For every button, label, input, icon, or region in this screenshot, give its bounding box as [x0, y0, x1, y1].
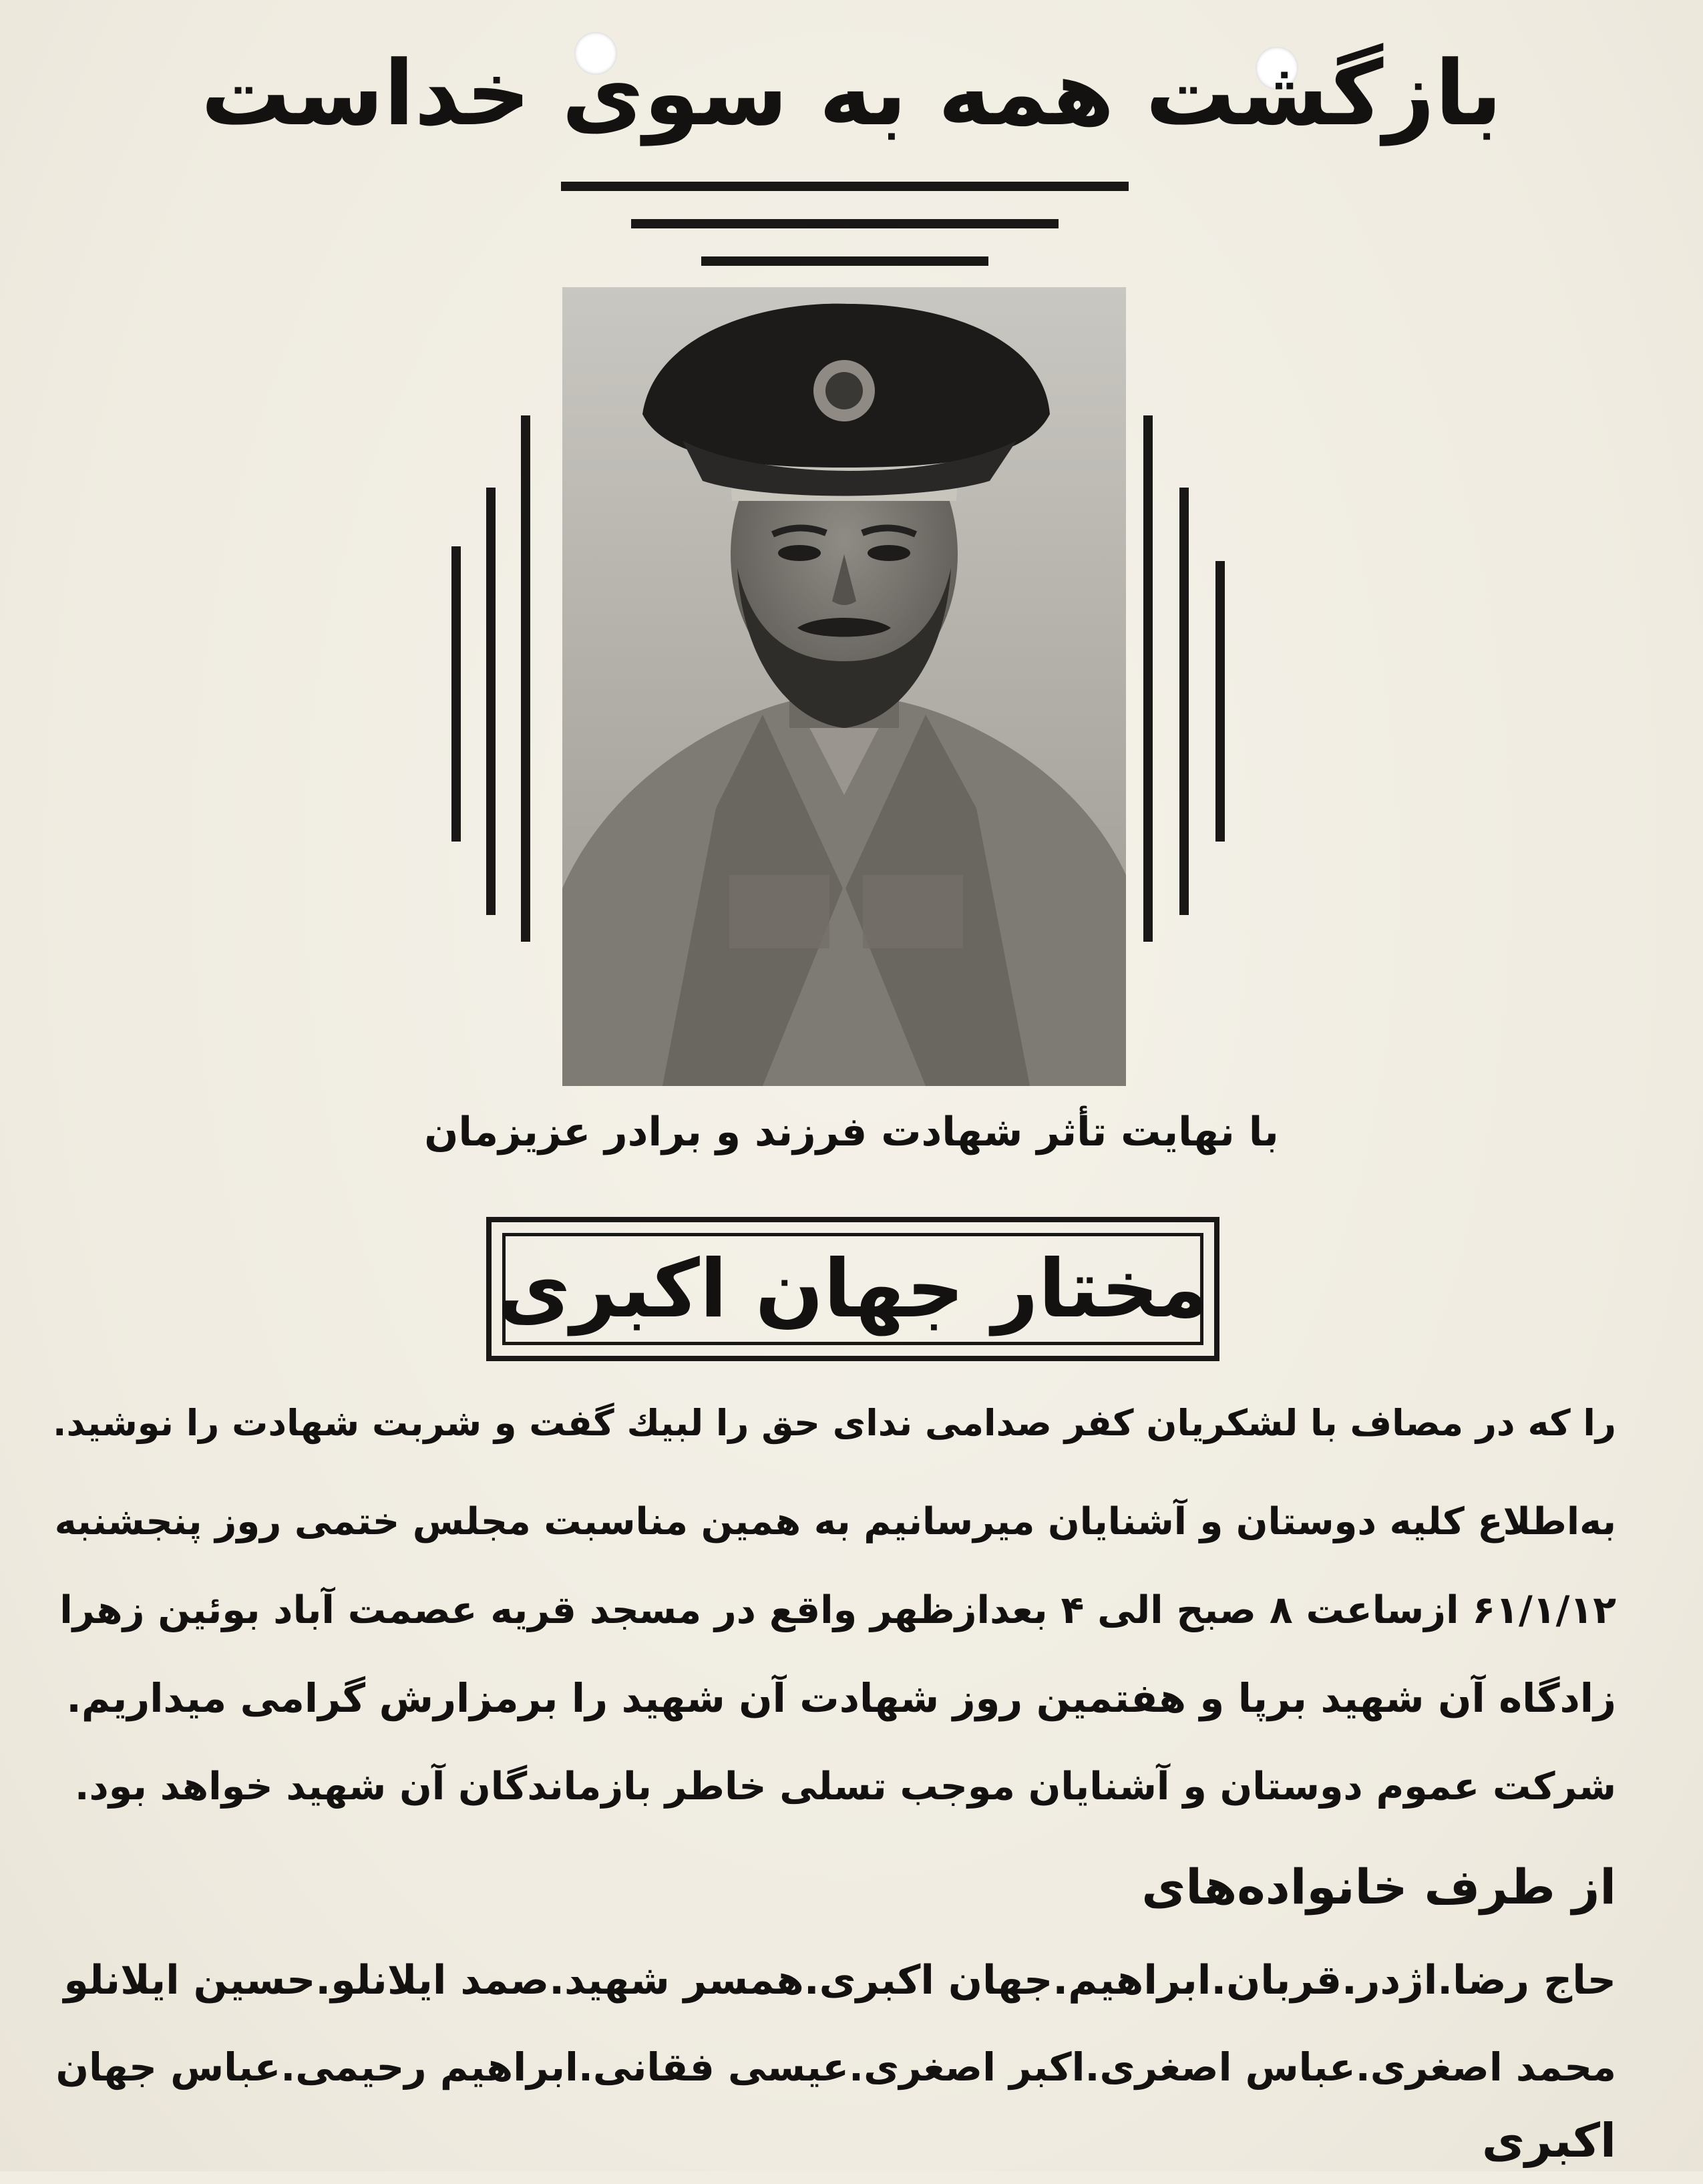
title-rule-top	[561, 182, 1129, 191]
body-line-1: را که در مصاف با لشکریان کفر صدامی ندای حق را لبیك گفت و شربت شهادت را نوشید.	[52, 1402, 1616, 1444]
family-names-line-1: حاج رضا.اژدر.قربان.ابراهیم.جهان اکبری.همسر شهید.صمد ایلانلو.حسین ایلانلو	[63, 1957, 1616, 2004]
body-line-4: زادگاه آن شهید برپا و هفتمین روز شهادت آن شهید را برمزارش گرامی میداریم.	[66, 1675, 1616, 1721]
martyr-name-box	[486, 1217, 1219, 1361]
body-line-3: ۶۱/۱/۱۲ ازساعت ۸ صبح الی ۴ بعدازظهر واقع در مسجد قریه عصمت آباد بوئین زهرا	[59, 1588, 1616, 1632]
family-names-line-2: محمد اصغری.عباس اصغری.اکبر اصغری.عیسی فقانی.ابراهیم رحیمی.عباس جهان	[55, 2044, 1616, 2090]
notice-title: بازگشت همه به سوی خداست	[200, 41, 1503, 146]
frame-bar-left-outer	[451, 546, 461, 842]
frame-bar-right-middle	[1179, 488, 1189, 915]
martyr-name: مختار جهان اکبری	[502, 1233, 1203, 1345]
portrait-illustration	[562, 287, 1126, 1086]
title-rule-middle	[631, 219, 1059, 228]
body-line-2: به‌اطلاع کلیه دوستان و آشنایان میرسانیم به همین مناسبت مجلس ختمی روز پنجشنبه	[54, 1500, 1616, 1543]
body-line-5: شرکت عموم دوستان و آشنایان موجب تسلی خاطر بازماندگان آن شهید خواهد بود.	[74, 1765, 1616, 1809]
frame-bar-left-middle	[486, 488, 496, 915]
title-rule-bottom	[701, 256, 988, 266]
frame-bar-right-inner	[1143, 415, 1153, 942]
martyr-portrait-photo	[562, 287, 1126, 1086]
announcement-caption: با نهایت تأثر شهادت فرزند و برادر عزیزمان	[424, 1109, 1279, 1155]
from-families-label: از طرف خانواده‌های	[1141, 1859, 1616, 1915]
frame-bar-left-inner	[521, 415, 530, 942]
frame-bar-right-outer	[1215, 561, 1225, 842]
family-names-line-3: اکبری	[1482, 2113, 1616, 2168]
